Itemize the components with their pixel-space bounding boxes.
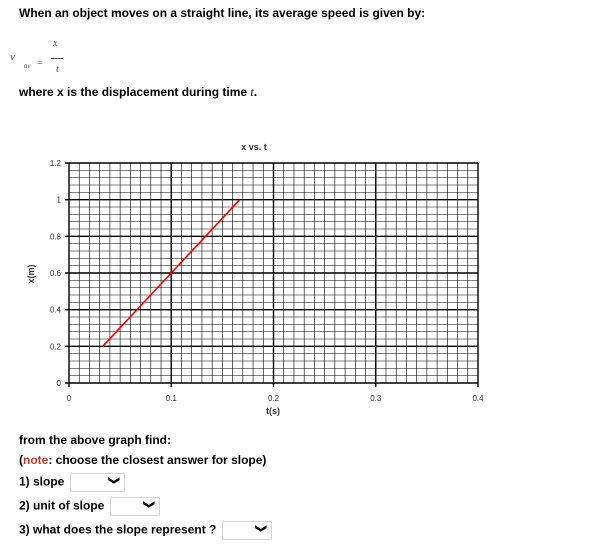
- y-tick-label: 1.2: [49, 159, 61, 168]
- slope-meaning-select[interactable]: [222, 521, 272, 540]
- question-2: [19, 497, 160, 516]
- y-axis-label: x(m): [26, 264, 36, 284]
- where-suffix: .: [253, 85, 258, 99]
- x-axis-label: t(s): [266, 406, 280, 416]
- x-tick-label: 0.4: [472, 394, 484, 403]
- unit-of-slope-select[interactable]: [110, 497, 160, 516]
- grid-major: [65, 163, 478, 387]
- question-1-label: 1) slope: [19, 474, 65, 489]
- question-2-label: 2) unit of slope: [19, 498, 105, 513]
- slope-select[interactable]: [70, 473, 125, 492]
- axis-ticks: [50, 159, 484, 403]
- y-tick-label: 0.6: [49, 269, 61, 278]
- y-tick-label: 0.8: [49, 232, 61, 242]
- x-tick-label: 0.2: [267, 394, 280, 403]
- where-prefix: where x is the displacement during time: [19, 85, 251, 99]
- questions-intro: from the above graph find:: [19, 433, 172, 447]
- formula-fraction-bar: [51, 58, 63, 59]
- note-word: note: [23, 453, 49, 467]
- x-tick-label: 0: [66, 394, 72, 403]
- chart-title: x vs. t: [241, 142, 267, 152]
- question-3-label: 3) what does the slope represent ?: [19, 522, 217, 537]
- y-tick-label: 0.4: [49, 305, 61, 315]
- question-1: [19, 473, 125, 492]
- x-tick-label: 0.3: [370, 394, 382, 403]
- chevron-down-icon: ❯: [143, 499, 156, 510]
- y-tick-label: 0.2: [49, 342, 61, 352]
- note-line: [19, 453, 266, 467]
- note-open: (: [19, 453, 23, 467]
- y-tick-label: 0: [56, 379, 61, 388]
- formula-numerator: x: [53, 38, 58, 49]
- formula-subscript: av: [24, 62, 31, 70]
- chevron-down-icon: ❯: [108, 475, 121, 486]
- problem-intro: When an object moves on a straight line, its average speed is given by:: [19, 6, 426, 20]
- y-tick-label: 1: [56, 195, 61, 205]
- x-vs-t-chart: [0, 130, 603, 430]
- where-text: [19, 85, 257, 100]
- where-t: t: [250, 85, 254, 99]
- chevron-down-icon: ❯: [255, 523, 268, 534]
- note-rest: : choose the closest answer for slope): [48, 453, 267, 467]
- formula-v: v: [10, 51, 15, 63]
- formula-equals: =: [37, 58, 43, 69]
- formula-denominator: t: [56, 64, 59, 75]
- question-3: [19, 521, 272, 540]
- x-tick-label: 0.1: [165, 394, 177, 403]
